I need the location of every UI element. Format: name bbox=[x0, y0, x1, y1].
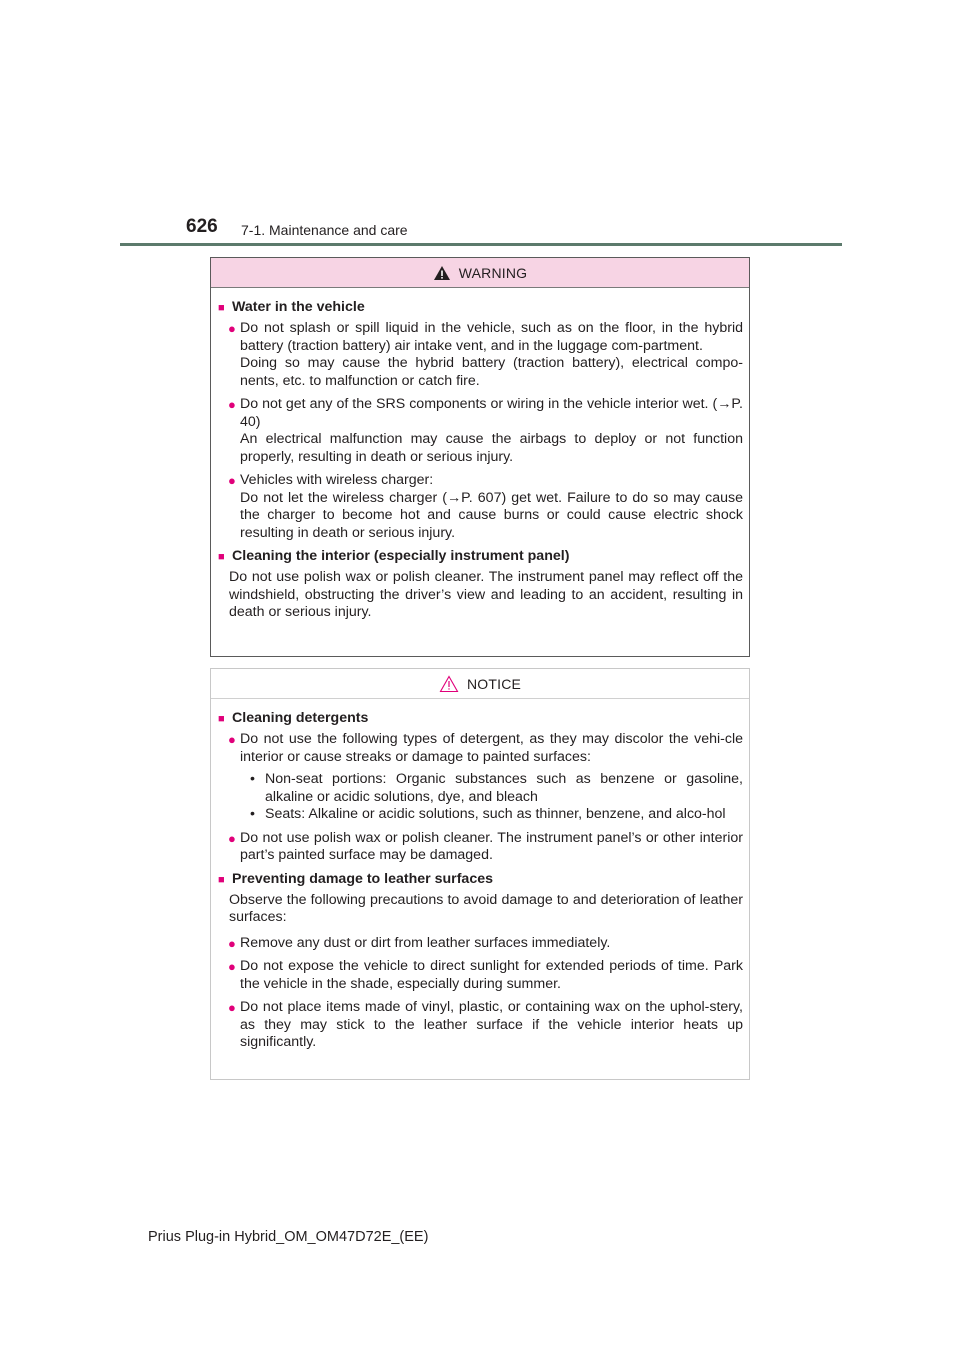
bullet-dot-icon: ● bbox=[228, 1000, 236, 1015]
bullet-dot-icon: ● bbox=[228, 830, 236, 846]
bullet-dot-icon: ● bbox=[228, 935, 236, 951]
square-bullet-icon: ■ bbox=[218, 302, 225, 314]
list-item: ● Do not get any of the SRS components or wiring in the vehicle interior wet. (→P. 40) An electrical malfunction may cause the airbags to deploy or not function properly, resulting in death or serious injury. bbox=[228, 396, 743, 465]
list-item: ● Do not splash or spill liquid in the vehicle, such as on the floor, in the hybrid battery (traction battery) air intake vent, and in the luggage com-partment. Doing so may cause the hybrid battery (traction battery), electrical compo-nents, etc. to malfunction or catch fire. bbox=[228, 320, 743, 389]
sub-list-item: • Non-seat portions: Organic substances such as benzene or gasoline, alkaline or acidic solutions, dye, and bleach bbox=[250, 771, 743, 805]
bullet-dot-icon: ● bbox=[228, 473, 236, 488]
footer-document-code: Prius Plug-in Hybrid_OM_OM47D72E_(EE) bbox=[148, 1229, 429, 1245]
warning-header bbox=[211, 258, 749, 288]
notice-heading-detergents: ■ Cleaning detergents bbox=[218, 710, 369, 726]
bullet-dot-icon: ● bbox=[228, 959, 236, 974]
warning-heading-water: ■ Water in the vehicle bbox=[218, 299, 365, 315]
notice-leather-text: Observe the following precautions to avoid damage to and deterioration of leather surfaces: bbox=[229, 891, 743, 925]
warning-cleaning-text: Do not use polish wax or polish cleaner. The instrument panel may reflect off the windshield, obstructing the driver’s view and leading to an accident, resulting in death or serious injury. bbox=[229, 569, 743, 620]
bullet-dot-icon: ● bbox=[228, 397, 236, 412]
square-bullet-icon: ■ bbox=[218, 713, 225, 725]
notice-heading-leather: ■ Preventing damage to leather surfaces bbox=[218, 870, 493, 887]
page-number: 626 bbox=[186, 216, 218, 237]
warning-heading-cleaning: ■ Cleaning the interior (especially instrument panel) bbox=[218, 548, 570, 564]
square-bullet-icon: ■ bbox=[218, 551, 225, 563]
warning-title: WARNING bbox=[458, 264, 528, 281]
list-item: ● Do not place items made of vinyl, plastic, or containing wax on the uphol-stery, as they may stick to the leather surface if the vehicle interior heats up significantly. bbox=[228, 999, 743, 1050]
list-item: ● Remove any dust or dirt from leather surfaces immediately. bbox=[228, 934, 611, 951]
list-item: ● Do not use the following types of detergent, as they may discolor the vehi-cle interior or cause streaks or damage to painted surfaces: • Non-seat portions: Organic substances such as benzene or gasoline, alkaline or acidic solutions, dye, and bleach • Seats: Alkaline or acidic solutions, such as thinner, benzene, and alco-hol bbox=[228, 731, 743, 822]
warning-triangle-icon bbox=[433, 265, 451, 281]
bullet-dot-icon: ● bbox=[228, 732, 236, 747]
list-item: ● Do not use polish wax or polish cleaner. The instrument panel’s or other interior part’s painted surface may be damaged. bbox=[228, 829, 743, 863]
bullet-dot-icon: ● bbox=[228, 321, 236, 336]
notice-title: NOTICE bbox=[466, 675, 522, 692]
square-bullet-icon: ■ bbox=[218, 873, 225, 886]
list-item: ● Vehicles with wireless charger: Do not let the wireless charger (→P. 607) get wet. Failure to do so may cause the charger to become hot and cause burns or could cause electric shock resulting in death or serious injury. bbox=[228, 472, 743, 541]
warning-box bbox=[210, 257, 750, 657]
notice-header bbox=[211, 669, 749, 699]
notice-triangle-icon bbox=[439, 675, 459, 693]
list-item: ● Do not expose the vehicle to direct sunlight for extended periods of time. Park the vehicle in the shade, especially during summer. bbox=[228, 958, 743, 992]
section-title: 7-1. Maintenance and care bbox=[241, 222, 408, 238]
sub-list-item: • Seats: Alkaline or acidic solutions, such as thinner, benzene, and alco-hol bbox=[250, 806, 726, 822]
header-divider bbox=[120, 243, 842, 246]
notice-box bbox=[210, 668, 750, 1080]
